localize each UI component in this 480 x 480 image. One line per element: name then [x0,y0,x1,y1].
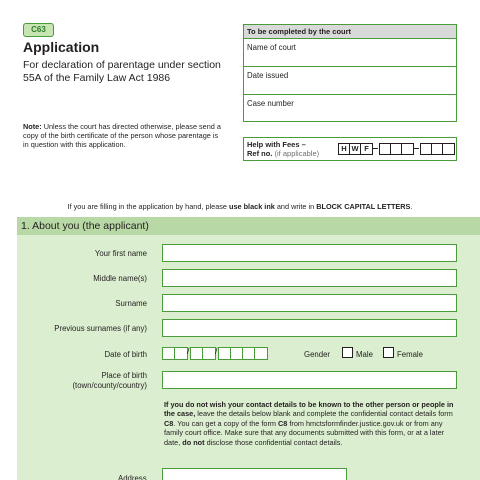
previous-surnames-input[interactable] [162,319,457,337]
help-with-fees-label [247,140,319,158]
confidential-contact-note [164,400,454,447]
name-of-court-field: Name of court [244,39,456,67]
court-box-heading: To be completed by the court [244,25,456,39]
surname-input[interactable] [162,294,457,312]
place-of-birth-input[interactable] [162,371,457,389]
note-body: Unless the court has directed otherwise, please send a copy of the birth certificate of the person whose parentage is in question with this application. [23,122,221,150]
note-label: Note: [23,122,42,131]
page-subtitle: For declaration of parentage under section 55A of the Family Law Act 1986 [23,59,221,84]
help-with-fees-title: Help with Fees – [247,140,306,149]
hwf-ref-part-1[interactable] [379,143,414,155]
hwf-dash [373,148,378,149]
contact-note-part-2: . You can get a copy of the form [173,418,278,428]
place-of-birth-label-line-1: Place of birth [101,371,147,380]
dob-month-cell[interactable] [203,348,215,359]
hwf-letter-f: F [364,144,369,153]
dob-year-boxes[interactable] [218,347,268,360]
court-use-box [243,24,457,122]
gender-female-label: Female [397,350,423,359]
contact-note-part-1: leave the details below blank and complete the confidential contact details form [195,409,453,419]
dob-day-cell[interactable] [163,348,175,359]
hwf-ref-part-2[interactable] [420,143,455,155]
hwf-ref-cell[interactable] [402,144,413,154]
hwf-ref-cell[interactable] [421,144,432,154]
previous-surnames-label: Previous surnames (if any) [54,324,147,333]
address-input[interactable] [162,468,347,480]
hwf-letter-w: W [350,144,361,154]
instructions-block-capitals: BLOCK CAPITAL LETTERS [316,202,411,211]
dob-day-boxes[interactable] [162,347,188,360]
middle-names-input[interactable] [162,269,457,287]
hwf-ref-cell[interactable] [432,144,443,154]
hwf-ref-cell[interactable] [380,144,391,154]
place-of-birth-label [72,371,147,391]
gender-label: Gender [304,350,331,359]
form-code-badge: C63 [23,23,54,37]
place-of-birth-label-line-2: (town/county/country) [72,381,147,390]
hwf-ref-cell[interactable] [391,144,402,154]
dob-year-cell[interactable] [255,348,267,359]
ref-no-line [247,149,319,158]
dob-day-cell[interactable] [175,348,187,359]
dob-year-cell[interactable] [219,348,231,359]
first-name-input[interactable] [162,244,457,262]
surname-label: Surname [115,299,147,308]
dob-year-cell[interactable] [243,348,255,359]
gender-female-checkbox[interactable] [383,347,394,358]
instructions-prefix: If you are filling in the application by hand, please [67,202,229,211]
help-with-fees-box [243,137,457,161]
address-label: Address [118,474,147,480]
ref-no-hint: (if applicable) [274,149,320,158]
case-number-field: Case number [247,99,294,108]
date-of-birth-label: Date of birth [104,350,147,359]
contact-note-form-c8: C8 [164,418,174,428]
instructions-black-ink: use black ink [229,202,275,211]
hwf-ref-cell[interactable] [443,144,454,154]
dob-year-cell[interactable] [231,348,243,359]
instructions-middle: and write in [274,202,317,211]
hwf-dash [414,148,419,149]
gender-male-checkbox[interactable] [342,347,353,358]
dob-separator: / [215,346,218,356]
dob-month-boxes[interactable] [190,347,216,360]
contact-note-do-not: do not [182,437,205,447]
contact-note-bold: If you do not wish your contact details to be known to the other person or people in the case, [164,400,454,419]
contact-note-part-3: from hmctsformfinder.justice.gov.uk or from any family court office. Make sure that any documents submitted with this form, or at a later date, [164,418,445,447]
contact-note-part-4: disclose those confidential contact details. [204,437,343,447]
date-issued-field: Date issued [244,67,456,95]
ref-no-label: Ref no. [247,149,273,158]
gender-male-label: Male [356,350,373,359]
middle-names-label: Middle name(s) [93,274,147,283]
section-1-heading: 1. About you (the applicant) [17,217,480,235]
instructions-suffix: . [410,202,413,211]
contact-note-form-c8: C8 [278,418,288,428]
dob-separator: / [187,346,190,356]
instructions-line [0,202,480,211]
hwf-prefix-boxes [338,143,373,155]
hwf-letter-h: H [339,144,350,154]
dob-month-cell[interactable] [191,348,203,359]
first-name-label: Your first name [94,249,147,258]
page-title: Application [23,39,100,55]
note-text [23,122,223,150]
